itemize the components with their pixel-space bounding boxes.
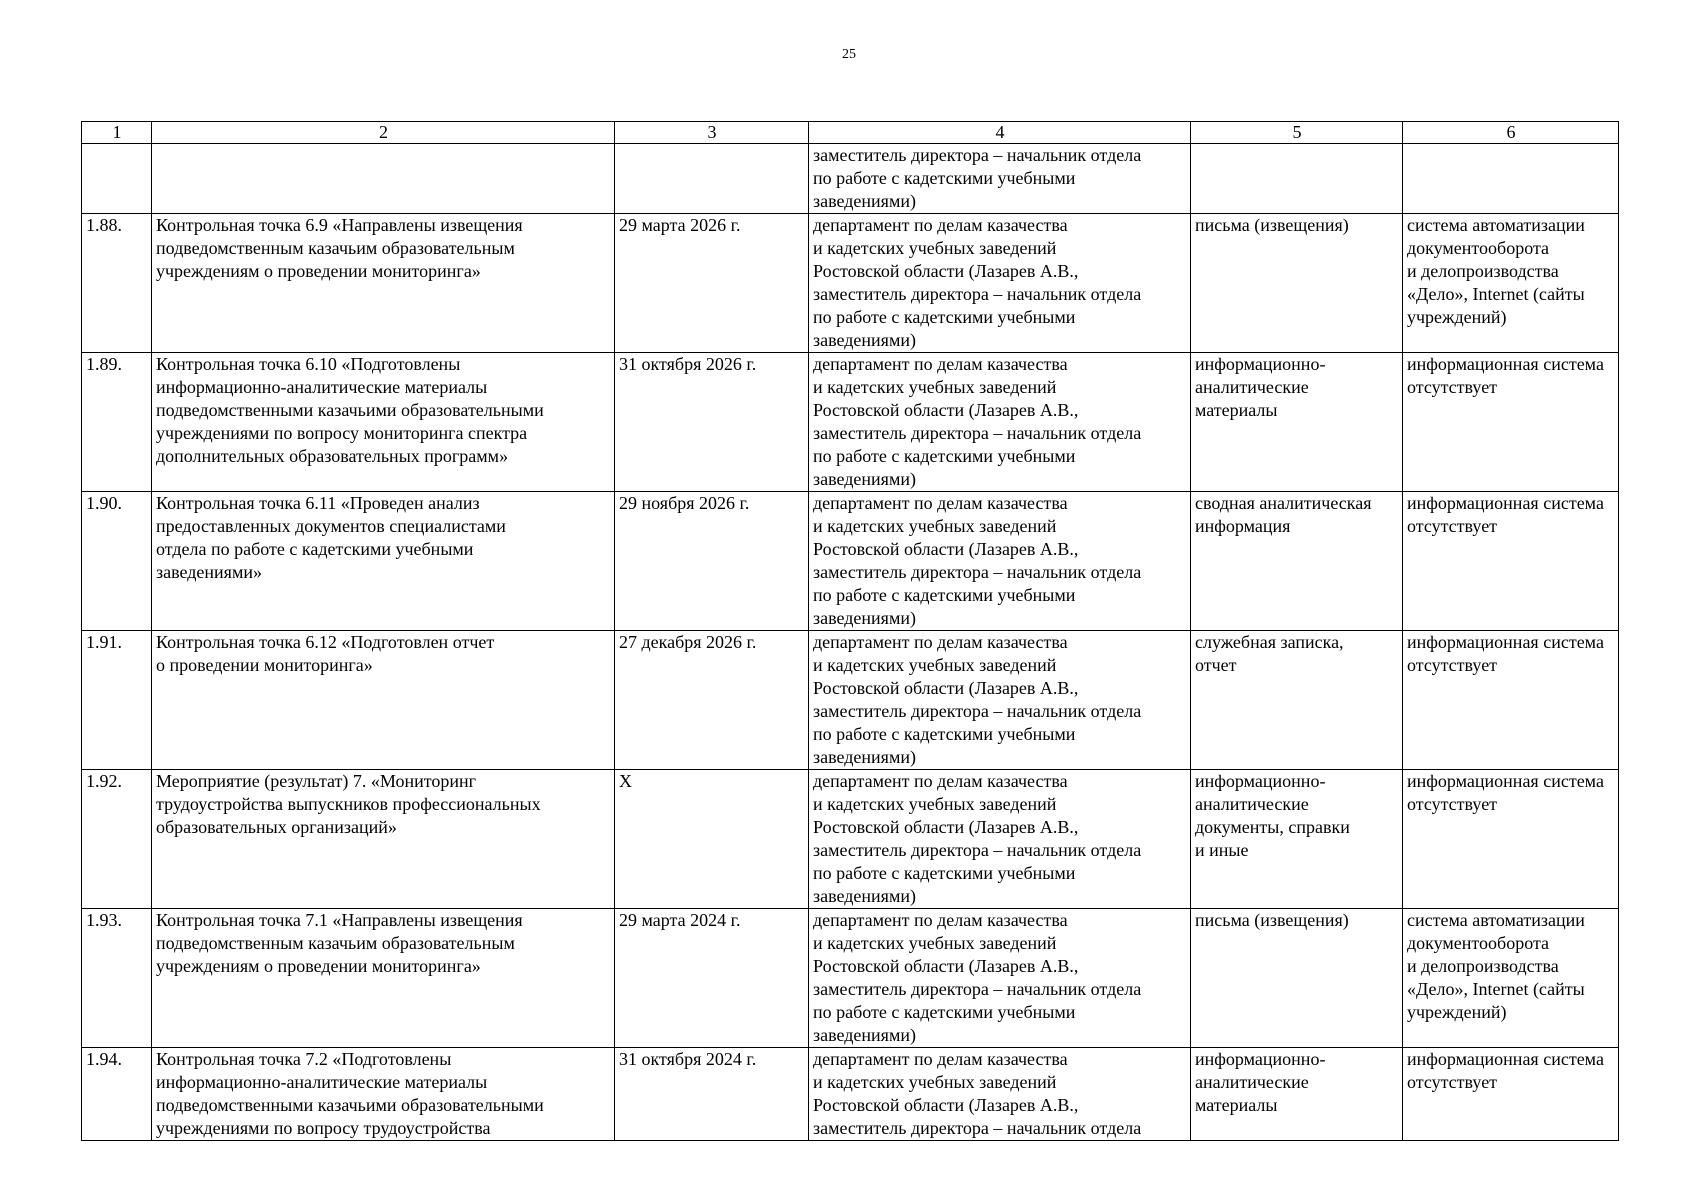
document-line: информация <box>1195 516 1291 536</box>
column-header: 6 <box>1403 122 1619 144</box>
document-line: письма (извещения) <box>1195 910 1349 930</box>
table-row <box>82 770 1619 909</box>
system-line: и делопроизводства <box>1407 261 1559 281</box>
system-line: информационная система <box>1407 1049 1604 1069</box>
system-line: документооборота <box>1407 238 1550 258</box>
column-header: 3 <box>615 122 809 144</box>
name-line: Контрольная точка 6.9 «Направлены извещения <box>156 215 523 235</box>
responsible-line: и кадетских учебных заведений <box>813 794 1057 814</box>
plan-table <box>81 121 1619 1141</box>
name-line: о проведении мониторинга» <box>156 655 373 675</box>
date-cell: X <box>615 770 809 909</box>
system-line: «Дело», Internet (сайты <box>1407 284 1585 304</box>
responsible-line: и кадетских учебных заведений <box>813 1072 1057 1092</box>
name-line: трудоустройства выпускников профессиональных <box>156 794 541 814</box>
name-line: подведомственным казачьим образовательным <box>156 238 515 258</box>
system-line: информационная система <box>1407 771 1604 791</box>
date-cell: 29 марта 2026 г. <box>615 214 809 353</box>
name-cell <box>152 492 615 631</box>
table-row <box>82 631 1619 770</box>
responsible-line: заместитель директора – начальник отдела <box>813 284 1142 304</box>
document-cell <box>1191 353 1403 492</box>
system-line: система автоматизации <box>1407 215 1585 235</box>
system-cell <box>1403 1048 1619 1141</box>
responsible-line: департамент по делам казачества <box>813 632 1068 652</box>
responsible-line: заведениями) <box>813 191 916 211</box>
responsible-line: Ростовской области (Лазарев А.В., <box>813 1095 1079 1115</box>
name-cell <box>152 631 615 770</box>
system-cell <box>1403 631 1619 770</box>
document-line: сводная аналитическая <box>1195 493 1372 513</box>
responsible-line: по работе с кадетскими учебными <box>813 585 1076 605</box>
system-line: отсутствует <box>1407 655 1498 675</box>
name-line: отдела по работе с кадетскими учебными <box>156 539 474 559</box>
table-row <box>82 1048 1619 1141</box>
responsible-line: Ростовской области (Лазарев А.В., <box>813 400 1079 420</box>
name-line: подведомственным казачьим образовательным <box>156 933 515 953</box>
responsible-line: департамент по делам казачества <box>813 215 1068 235</box>
document-line: письма (извещения) <box>1195 215 1349 235</box>
responsible-line: и кадетских учебных заведений <box>813 655 1057 675</box>
name-cell <box>152 770 615 909</box>
responsible-line: по работе с кадетскими учебными <box>813 446 1076 466</box>
system-line: система автоматизации <box>1407 910 1585 930</box>
system-line: и делопроизводства <box>1407 956 1559 976</box>
responsible-cell <box>809 631 1191 770</box>
responsible-line: заведениями) <box>813 608 916 628</box>
system-line: информационная система <box>1407 632 1604 652</box>
responsible-line: по работе с кадетскими учебными <box>813 1002 1076 1022</box>
name-line: Контрольная точка 6.10 «Подготовлены <box>156 354 461 374</box>
document-line: документы, справки <box>1195 817 1350 837</box>
responsible-line: департамент по делам казачества <box>813 910 1068 930</box>
name-line: Мероприятие (результат) 7. «Мониторинг <box>156 771 477 791</box>
system-line: отсутствует <box>1407 516 1498 536</box>
name-line: учреждениям о проведении мониторинга» <box>156 261 481 281</box>
responsible-line: и кадетских учебных заведений <box>813 516 1057 536</box>
document-line: материалы <box>1195 1095 1278 1115</box>
responsible-cell <box>809 770 1191 909</box>
number-cell <box>82 144 152 214</box>
responsible-cell <box>809 214 1191 353</box>
page-number: 25 <box>842 47 856 62</box>
responsible-line: заместитель директора – начальник отдела <box>813 840 1142 860</box>
responsible-line: по работе с кадетскими учебными <box>813 724 1076 744</box>
name-line: образовательных организаций» <box>156 817 397 837</box>
number-cell: 1.93. <box>82 909 152 1048</box>
column-header: 4 <box>809 122 1191 144</box>
responsible-line: заместитель директора – начальник отдела <box>813 701 1142 721</box>
date-cell <box>615 144 809 214</box>
name-line: информационно-аналитические материалы <box>156 377 488 397</box>
responsible-line: заведениями) <box>813 469 916 489</box>
system-cell <box>1403 770 1619 909</box>
responsible-line: заведениями) <box>813 747 916 767</box>
responsible-line: департамент по делам казачества <box>813 354 1068 374</box>
responsible-line: и кадетских учебных заведений <box>813 377 1057 397</box>
document-cell <box>1191 1048 1403 1141</box>
system-line: информационная система <box>1407 354 1604 374</box>
system-line: «Дело», Internet (сайты <box>1407 979 1585 999</box>
responsible-line: заведениями) <box>813 330 916 350</box>
responsible-line: Ростовской области (Лазарев А.В., <box>813 956 1079 976</box>
document-line: информационно- <box>1195 1049 1326 1069</box>
continuation-row <box>82 144 1619 214</box>
responsible-cell <box>809 1048 1191 1141</box>
name-cell <box>152 353 615 492</box>
document-line: отчет <box>1195 655 1237 675</box>
date-cell: 27 декабря 2026 г. <box>615 631 809 770</box>
column-header: 2 <box>152 122 615 144</box>
responsible-line: и кадетских учебных заведений <box>813 238 1057 258</box>
responsible-line: департамент по делам казачества <box>813 1049 1068 1069</box>
responsible-cell <box>809 353 1191 492</box>
number-cell: 1.90. <box>82 492 152 631</box>
system-cell <box>1403 144 1619 214</box>
responsible-line: Ростовской области (Лазарев А.В., <box>813 539 1079 559</box>
document-cell <box>1191 909 1403 1048</box>
document-line: информационно- <box>1195 354 1326 374</box>
system-cell <box>1403 353 1619 492</box>
system-cell <box>1403 492 1619 631</box>
name-line: учреждениями по вопросу трудоустройства <box>156 1118 491 1138</box>
system-line: отсутствует <box>1407 377 1498 397</box>
name-line: дополнительных образовательных программ» <box>156 446 509 466</box>
responsible-cell <box>809 144 1191 214</box>
date-cell: 31 октября 2026 г. <box>615 353 809 492</box>
responsible-line: заместитель директора – начальник отдела <box>813 145 1142 165</box>
document-line: аналитические <box>1195 377 1309 397</box>
header-row <box>82 122 1619 144</box>
column-header: 1 <box>82 122 152 144</box>
document-cell <box>1191 770 1403 909</box>
document-line: аналитические <box>1195 794 1309 814</box>
name-cell <box>152 144 615 214</box>
system-line: документооборота <box>1407 933 1550 953</box>
document-line: служебная записка, <box>1195 632 1344 652</box>
table-row <box>82 353 1619 492</box>
name-cell <box>152 909 615 1048</box>
document-line: аналитические <box>1195 1072 1309 1092</box>
document-cell <box>1191 631 1403 770</box>
system-line: учреждений) <box>1407 1002 1507 1022</box>
date-cell: 29 ноября 2026 г. <box>615 492 809 631</box>
document-line: и иные <box>1195 840 1249 860</box>
system-cell <box>1403 214 1619 353</box>
responsible-cell <box>809 909 1191 1048</box>
responsible-line: заведениями) <box>813 886 916 906</box>
responsible-line: заместитель директора – начальник отдела <box>813 1118 1142 1138</box>
name-line: заведениями» <box>156 562 262 582</box>
responsible-line: Ростовской области (Лазарев А.В., <box>813 817 1079 837</box>
system-line: отсутствует <box>1407 1072 1498 1092</box>
name-line: учреждениям о проведении мониторинга» <box>156 956 481 976</box>
system-cell <box>1403 909 1619 1048</box>
responsible-line: департамент по делам казачества <box>813 771 1068 791</box>
document-line: информационно- <box>1195 771 1326 791</box>
name-line: Контрольная точка 6.11 «Проведен анализ <box>156 493 480 513</box>
name-line: информационно-аналитические материалы <box>156 1072 488 1092</box>
number-cell: 1.88. <box>82 214 152 353</box>
document-cell <box>1191 144 1403 214</box>
document-cell <box>1191 214 1403 353</box>
responsible-line: заместитель директора – начальник отдела <box>813 562 1142 582</box>
table-row <box>82 909 1619 1048</box>
responsible-line: и кадетских учебных заведений <box>813 933 1057 953</box>
responsible-line: заведениями) <box>813 1025 916 1045</box>
table-row <box>82 492 1619 631</box>
responsible-line: Ростовской области (Лазарев А.В., <box>813 678 1079 698</box>
number-cell: 1.94. <box>82 1048 152 1141</box>
name-line: Контрольная точка 7.2 «Подготовлены <box>156 1049 452 1069</box>
date-cell: 29 марта 2024 г. <box>615 909 809 1048</box>
name-line: подведомственными казачьими образовательными <box>156 400 544 420</box>
document-line: материалы <box>1195 400 1278 420</box>
name-line: подведомственными казачьими образовательными <box>156 1095 544 1115</box>
responsible-line: департамент по делам казачества <box>813 493 1068 513</box>
system-line: отсутствует <box>1407 794 1498 814</box>
date-cell: 31 октября 2024 г. <box>615 1048 809 1141</box>
name-cell <box>152 214 615 353</box>
column-header: 5 <box>1191 122 1403 144</box>
number-cell: 1.89. <box>82 353 152 492</box>
name-line: Контрольная точка 6.12 «Подготовлен отчет <box>156 632 495 652</box>
number-cell: 1.91. <box>82 631 152 770</box>
document-cell <box>1191 492 1403 631</box>
responsible-line: заместитель директора – начальник отдела <box>813 979 1142 999</box>
number-cell: 1.92. <box>82 770 152 909</box>
table-row <box>82 214 1619 353</box>
responsible-line: Ростовской области (Лазарев А.В., <box>813 261 1079 281</box>
responsible-line: по работе с кадетскими учебными <box>813 863 1076 883</box>
responsible-line: по работе с кадетскими учебными <box>813 307 1076 327</box>
name-line: Контрольная точка 7.1 «Направлены извещения <box>156 910 523 930</box>
responsible-line: по работе с кадетскими учебными <box>813 168 1076 188</box>
name-line: учреждениями по вопросу мониторинга спектра <box>156 423 528 443</box>
name-cell <box>152 1048 615 1141</box>
responsible-line: заместитель директора – начальник отдела <box>813 423 1142 443</box>
name-line: предоставленных документов специалистами <box>156 516 506 536</box>
system-line: информационная система <box>1407 493 1604 513</box>
responsible-cell <box>809 492 1191 631</box>
system-line: учреждений) <box>1407 307 1507 327</box>
